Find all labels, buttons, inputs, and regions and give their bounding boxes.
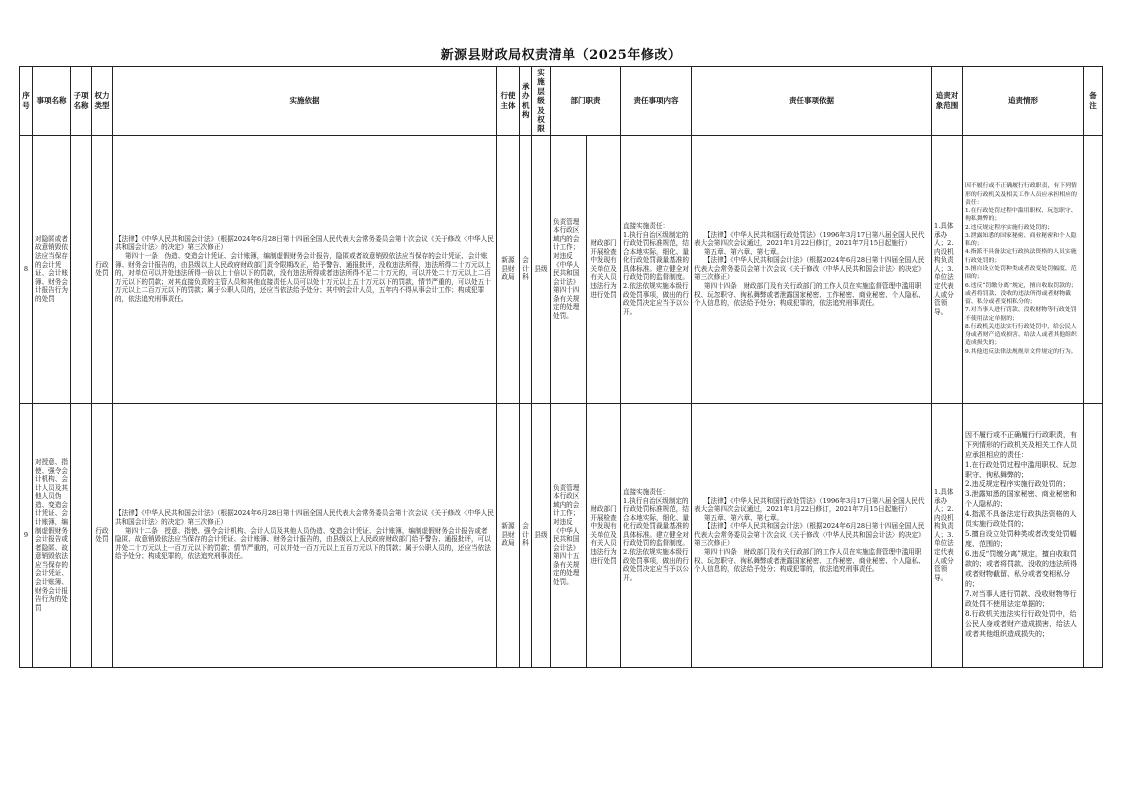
resp-content-line: 2.依法依规实施本级行政处罚事项，做出的行政处罚决定应当予以公开。 <box>623 547 689 582</box>
row-target: 1.具体承办人；2.内设机构负责人；3.单位法定代表人或分管领导。 <box>932 403 963 667</box>
row-sub-item <box>71 135 92 403</box>
resp-basis-paragraph: 【法律】《中华人民共和国行政处罚法》（1996年3月17日第八届全国人民代表大会第四次会议通过，2021年1月22日修订，2021年7月15日起施行） <box>694 496 925 514</box>
row-sub-item <box>71 403 92 667</box>
situation-line: 3.泄露知悉的国家秘密、商业秘密和个人隐私的； <box>965 490 1077 509</box>
resp-content-line: 直接实施责任： <box>623 222 670 231</box>
situation-line: 3.泄露知悉的国家秘密、商业秘密和个人隐私的； <box>965 232 1077 248</box>
basis-paragraph: 【法律】《中华人民共和国会计法》（根据2024年6月28日第十四届全国人民代表大会常务委员会第十次会议《关于修改〈中华人民共和国会计法〉的决定》第三次修正） <box>115 509 494 526</box>
row-situation <box>963 403 1084 667</box>
situation-line: 4.指派不具备法定行政执法资格的人员实施行政处罚的； <box>965 510 1077 529</box>
resp-content-line: 1.执行自治区级制定的行政处罚标准规范，结合本地实际，细化、量化行政处罚裁量基准的具体标准。建立健全对行政处罚的监督制度。 <box>623 496 689 548</box>
row-basis <box>113 135 497 403</box>
resp-content-line: 1.执行自治区级制定的行政处罚标准规范，结合本地实际，细化、量化行政处罚裁量基准的具体标准。建立健全对行政处罚的监督制度。 <box>623 230 689 282</box>
resp-basis-paragraph: 【法律】《中华人民共和国行政处罚法》（1996年3月17日第八届全国人民代表大会第四次会议通过，2021年1月22日修订，2021年7月15日起施行） <box>694 230 925 248</box>
situation-line: 8.行政机关违法实行行政处罚中，给公民人身或者财产造成损害、给法人或者其他组织造成损失的； <box>965 323 1077 347</box>
situation-line: 6.违反“罚缴分离”规定，擅自收取罚款的；或者将罚款、没收的违法所得或者财物截留、私分或者变相私分的； <box>965 282 1077 306</box>
row-item-name: 对授意、指使、强令会计机构、会计人员及其他人员伪造、变造会计凭证、会计账簿，编制虚假财务会计报告或者隐匿、故意销毁依法应当保存的会计凭证、会计账簿、财务会计报告行为的处罚 <box>33 403 71 667</box>
duty-table <box>19 66 1103 668</box>
row-level: 县级 <box>532 403 551 667</box>
row-resp-basis <box>692 135 932 403</box>
header-sub-item: 子项名称 <box>71 67 92 136</box>
row-dept-duty-b: 财政部门开展检查中发现有关单位及有关人员违法行为进行处罚 <box>587 403 621 667</box>
situation-line: 4.指派不具备法定行政执法资格的人员实施行政处罚的； <box>965 249 1077 264</box>
row-power-type: 行政处罚 <box>92 403 113 667</box>
header-basis: 实施依据 <box>113 67 497 136</box>
situation-line: 因不履行或不正确履行行政职责，有下列情形的行政机关及相关工作人员应承担相应的责任： <box>965 183 1077 206</box>
resp-basis-paragraph: 第五章、第六章、第七章。 <box>703 513 784 522</box>
situation-line: 因不履行或不正确履行行政职责，有下列情形的行政机关及相关工作人员应承担相应的责任： <box>965 430 1077 459</box>
row-basis <box>113 403 497 667</box>
row-resp-content <box>621 135 692 403</box>
row-dept-duty-a: 负责管理本行政区域内的会计工作；对违反《中华人民共和国会计法》第四十四条有关规定的处理处罚。 <box>551 135 587 403</box>
resp-basis-paragraph: 【法律】《中华人民共和国会计法》（根据2024年6月28日第十四届全国人民代表大会常务委员会第十次会议《关于修改〈中华人民共和国会计法〉的决定》第三次修正） <box>694 522 925 548</box>
basis-paragraph: 【法律】《中华人民共和国会计法》（根据2024年6月28日第十四届全国人民代表大会常务委员会第十次会议《关于修改〈中华人民共和国会计法〉的决定》第三次修正） <box>115 234 494 252</box>
header-remark: 备注 <box>1084 67 1103 136</box>
header-office: 承办机构 <box>520 67 532 136</box>
header-resp-content: 责任事项内容 <box>621 67 692 136</box>
row-office: 会计科 <box>520 403 532 667</box>
header-level: 实施层级及权限 <box>532 67 551 136</box>
table-header-row <box>20 67 1103 136</box>
situation-line: 7.对当事人进行罚款、没收财物等行政处罚不使用法定单据的； <box>965 589 1077 608</box>
header-item-name: 事项名称 <box>33 67 71 136</box>
row-item-name: 对隐匿或者故意销毁依法应当保存的会计凭证、会计账簿、财务会计报告行为的处罚 <box>33 135 71 403</box>
row-situation <box>963 135 1084 403</box>
header-subject: 行使主体 <box>497 67 520 136</box>
situation-line: 2.违反规定程序实施行政处罚的； <box>965 480 1070 489</box>
situation-line: 1.在行政处罚过程中滥用职权、玩忽职守、徇私舞弊的； <box>965 460 1077 479</box>
situation-line: 9.其他违反法律法规规章文件规定的行为。 <box>965 348 1077 355</box>
row-dept-duty-a: 负责管理本行政区域内的会计工作；对违反《中华人民共和国会计法》第四十五条有关规定的处理处罚。 <box>551 403 587 667</box>
header-target: 追责对象范围 <box>932 67 963 136</box>
row-dept-duty-b: 财政部门开展检查中发现有关单位及有关人员违法行为进行处罚 <box>587 135 621 403</box>
resp-content-line: 直接实施责任： <box>623 488 670 497</box>
situation-line: 7.对当事人进行罚款、没收财物等行政处罚不使用法定单据的； <box>965 307 1077 322</box>
row-office: 会计科 <box>520 135 532 403</box>
page-title: 新源县财政局权责清单（2025年修改） <box>440 48 682 63</box>
row-subject: 新源县财政局 <box>497 403 520 667</box>
resp-basis-paragraph: 【法律】《中华人民共和国会计法》（根据2024年6月28日第十四届全国人民代表大会常务委员会第十次会议《关于修改〈中华人民共和国会计法〉的决定》第三次修正） <box>694 256 925 282</box>
basis-paragraph: 第四十二条 授意、指使、强令会计机构、会计人员及其他人员伪造、变造会计凭证、会计账簿，编制虚假财务会计报告或者隐匿、故意销毁依法应当保存的会计凭证、会计账簿、财务会计报告的，由县级以上人民政府财政部门给予警告、通报批评，可以并处二十万元以上一百万元以下的罚款；情节严重的，可以并处一百万元以上五百万元以下的罚款；属于公职人员的，还应当依法给予处分；构成犯罪的，依法追究刑事责任。 <box>115 526 491 561</box>
basis-paragraph: 第四十一条 伪造、变造会计凭证、会计账簿，编制虚假财务会计报告，隐匿或者故意销毁依法应当保存的会计凭证、会计账簿、财务会计报告的，由县级以上人民政府财政部门责令限期改正，给予警告、通报批评，没收违法所得，违法所得二十万元以上的，对单位可以并处违法所得一倍以上十倍以下的罚款，没有违法所得或者违法所得不足二十万元的，可以并处二十万元以上二百万元以下的罚款；对其直接负责的主管人员和其他直接责任人员可以处十万元以上五十万元以下的罚款，情节严重的，可以处五十万元以上二百万元以下的罚款；属于公职人员的，还应当依法给予处分；其中的会计人员，五年内不得从事会计工作；构成犯罪的，依法追究刑事责任。 <box>115 252 491 303</box>
resp-content-line: 2.依法依规实施本级行政处罚事项，做出的行政处罚决定应当予以公开。 <box>623 281 689 316</box>
header-seq: 序号 <box>20 67 33 136</box>
situation-line: 5.擅自设立处罚种类或者改变处罚幅度、范围的； <box>965 265 1077 281</box>
row-target: 1.具体承办人；2.内设机构负责人；3.单位法定代表人或分管领导。 <box>932 135 963 403</box>
situation-line: 5.擅自设立处罚种类或者改变处罚幅度、范围的； <box>965 530 1077 549</box>
row-level: 县级 <box>532 135 551 403</box>
header-dept-duty: 部门职责 <box>551 67 621 136</box>
row-remark <box>1084 403 1103 667</box>
row-power-type: 行政处罚 <box>92 135 113 403</box>
row-resp-basis <box>692 403 932 667</box>
row-seq: 8 <box>20 135 33 403</box>
resp-basis-paragraph: 第四十四条 财政部门及有关行政部门的工作人员在实施监督管理中滥用职权、玩忽职守、徇私舞弊或者泄露国家秘密、工作秘密、商业秘密、个人隐私、个人信息的，依法给予处分；构成犯罪的，依法追究刑事责任。 <box>694 547 925 574</box>
situation-line: 6.违反“罚缴分离”规定，擅自收取罚款的；或者将罚款、没收的违法所得或者财物截留、私分或者变相私分的； <box>965 550 1077 588</box>
table-row <box>20 403 1103 667</box>
header-situation: 追责情形 <box>963 67 1084 136</box>
row-resp-content <box>621 403 692 667</box>
header-power-type: 权力类型 <box>92 67 113 136</box>
row-seq: 9 <box>20 403 33 667</box>
situation-line: 2.违反规定程序实施行政处罚的； <box>965 224 1054 231</box>
resp-basis-paragraph: 第五章、第六章、第七章。 <box>703 247 784 256</box>
situation-line: 1.在行政处罚过程中滥用职权、玩忽职守、徇私舞弊的； <box>965 208 1077 223</box>
header-resp-basis: 责任事项依据 <box>692 67 932 136</box>
row-subject: 新源县财政局 <box>497 135 520 403</box>
resp-basis-paragraph: 第四十四条 财政部门及有关行政部门的工作人员在实施监督管理中滥用职权、玩忽职守、徇私舞弊或者泄露国家秘密、工作秘密、商业秘密、个人隐私、个人信息的，依法给予处分；构成犯罪的，依法追究刑事责任。 <box>694 281 925 308</box>
situation-line: 8.行政机关违法实行行政处罚中，给公民人身或者财产造成损害、给法人或者其他组织造成损失的； <box>965 609 1077 638</box>
row-remark <box>1084 135 1103 403</box>
table-row <box>20 135 1103 403</box>
